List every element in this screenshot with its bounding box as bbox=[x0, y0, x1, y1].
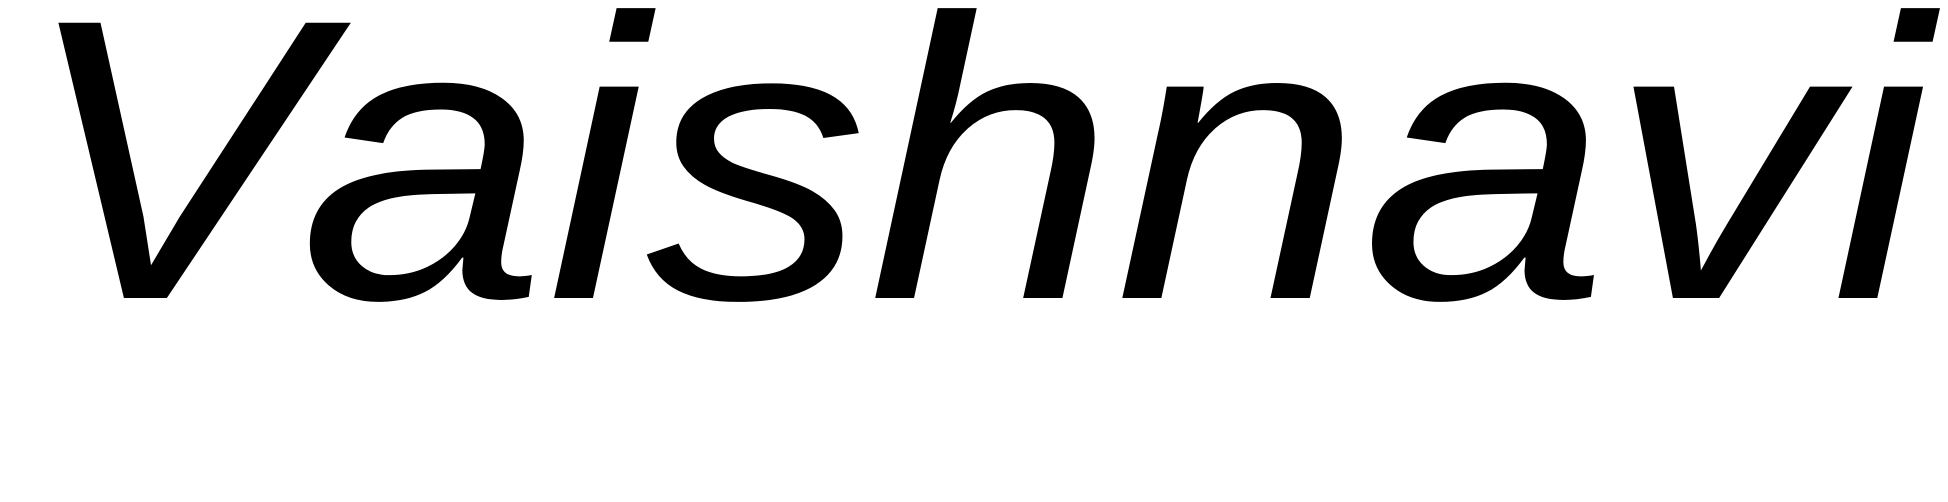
name-text: Vaishnavi bbox=[20, 0, 1943, 383]
